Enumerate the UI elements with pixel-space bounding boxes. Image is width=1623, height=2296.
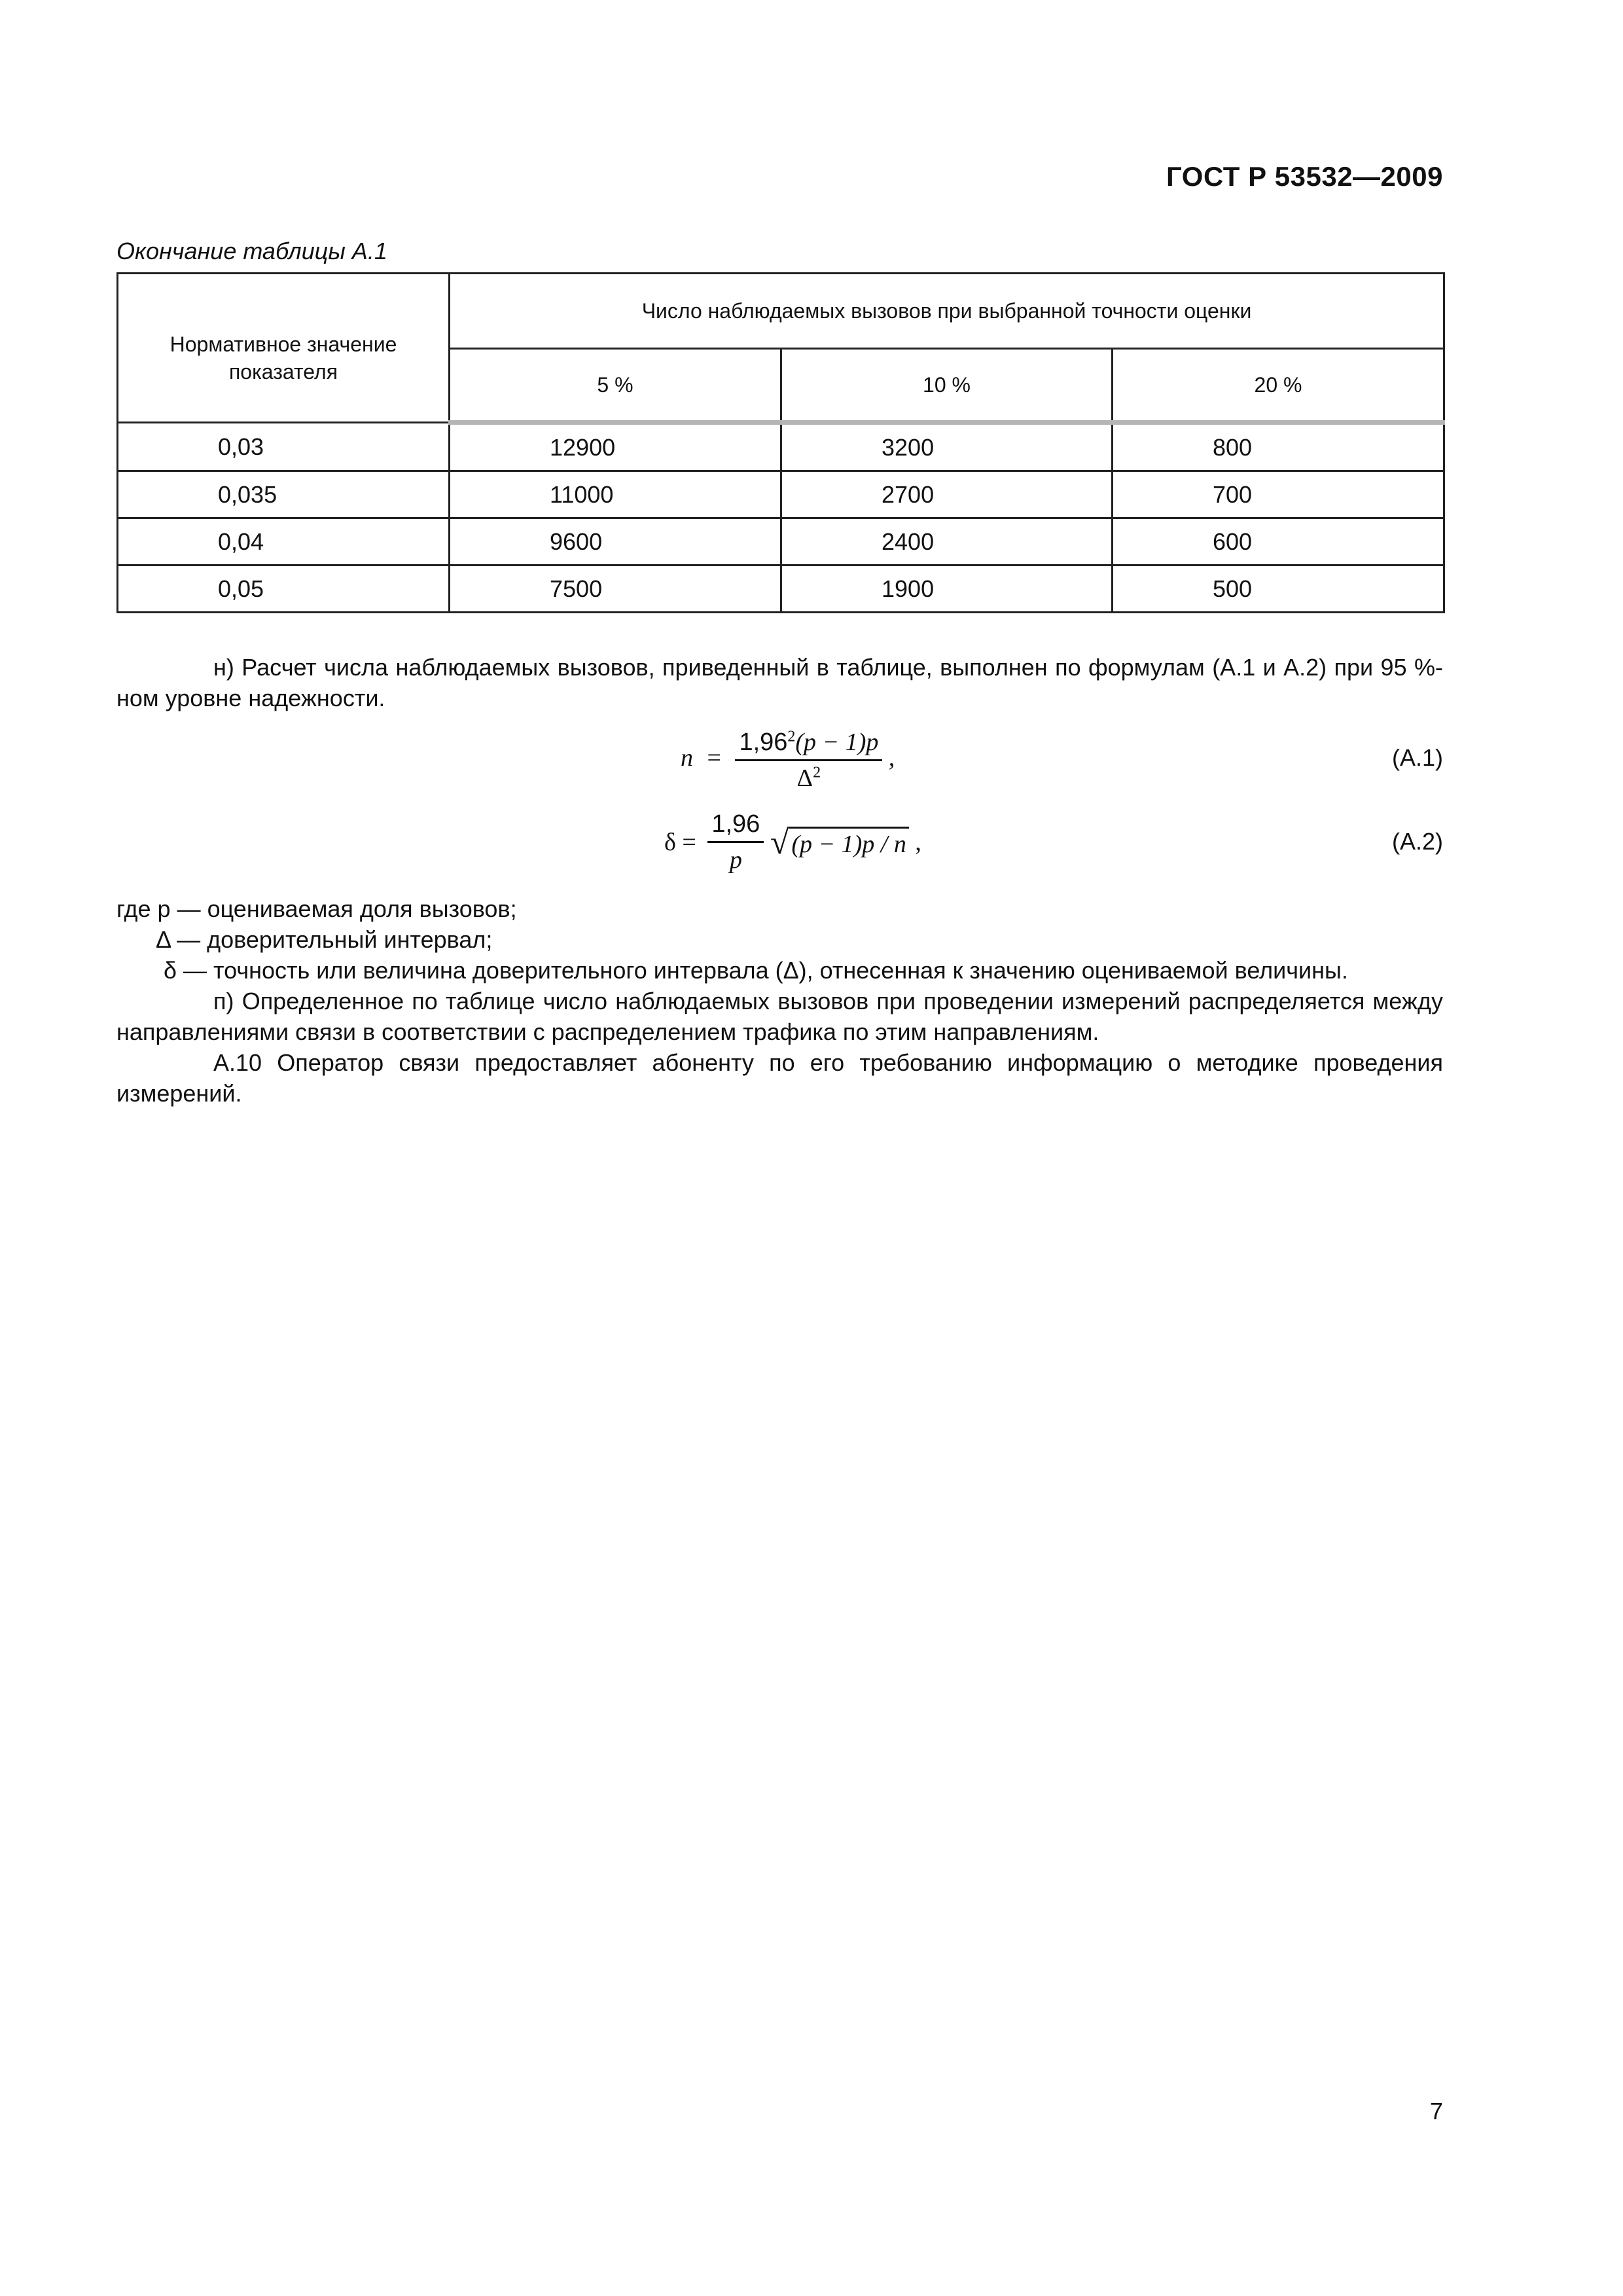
formula-a1-fraction xyxy=(735,728,882,793)
table-cell: 700 xyxy=(1113,471,1444,518)
table-cell: 1900 xyxy=(781,565,1113,613)
formula-a1-tail: , xyxy=(888,744,895,772)
formula-a1-number: (А.1) xyxy=(1391,744,1443,771)
table-cell: 0,035 xyxy=(118,471,450,518)
table-row xyxy=(118,518,1444,565)
table-header-row xyxy=(118,274,1444,349)
legend-small-delta: δ — точность или величина доверительного интервала (Δ), отнесенная к значению оцениваемой величины. xyxy=(164,957,1348,984)
formula-a1-den: Δ xyxy=(796,764,813,792)
formula-a1-exp: 2 xyxy=(787,728,796,745)
table-cell: 11000 xyxy=(450,471,781,518)
column-header-5pct: 5 % xyxy=(450,349,781,423)
column-header-20pct: 20 % xyxy=(1113,349,1444,423)
formula-a1 xyxy=(681,728,895,793)
table-cell: 0,03 xyxy=(118,423,450,471)
table-caption: Окончание таблицы А.1 xyxy=(116,238,387,264)
formula-a2 xyxy=(664,810,921,874)
data-table xyxy=(116,272,1445,613)
table-cell: 9600 xyxy=(450,518,781,565)
table-cell: 2400 xyxy=(781,518,1113,565)
table-cell: 500 xyxy=(1113,565,1444,613)
table-cell: 12900 xyxy=(450,423,781,471)
formula-a1-lhs: n xyxy=(681,744,693,772)
formula-a1-coef: 1,96 xyxy=(739,728,788,756)
formula-a2-tail: , xyxy=(915,829,921,856)
formula-a2-den: p xyxy=(729,846,742,874)
table-cell: 2700 xyxy=(781,471,1113,518)
table-cell: 0,04 xyxy=(118,518,450,565)
table-cell: 3200 xyxy=(781,423,1113,471)
formula-a1-rest: (p − 1)p xyxy=(795,728,879,756)
paragraph-n: н) Расчет числа наблюдаемых вызовов, приведенный в таблице, выполнен по формулам (А.1 и А.2) при 95 %-ном уровне надежности. xyxy=(116,654,1443,711)
table-cell: 0,05 xyxy=(118,565,450,613)
formula-a2-sqrt: √ (p − 1)p / n xyxy=(770,823,909,862)
column-group-header: Число наблюдаемых вызовов при выбранной точности оценки xyxy=(450,274,1444,349)
legend-p: где p — оцениваемая доля вызовов; xyxy=(116,895,517,922)
table-cell: 600 xyxy=(1113,518,1444,565)
page-number: 7 xyxy=(1429,2098,1443,2125)
legend-delta: Δ — доверительный интервал; xyxy=(156,926,493,953)
paragraph-a10: А.10 Оператор связи предоставляет абоненту по его требованию информацию о методике проведения измерений. xyxy=(116,1049,1443,1107)
table-row xyxy=(118,565,1444,613)
formula-a2-fraction xyxy=(707,810,764,874)
paragraph-p: п) Определенное по таблице число наблюдаемых вызовов при проведении измерений распределяется между направлениями связи в соответствии с распределением трафика по этим направлениям. xyxy=(116,988,1443,1045)
formula-a2-number: (А.2) xyxy=(1391,828,1443,855)
document-id: ГОСТ Р 53532—2009 xyxy=(1166,161,1443,192)
table-row xyxy=(118,471,1444,518)
formula-a1-eq: = xyxy=(707,744,721,772)
table-cell: 800 xyxy=(1113,423,1444,471)
table-row xyxy=(118,423,1444,471)
table-cell: 7500 xyxy=(450,565,781,613)
column-header-10pct: 10 % xyxy=(781,349,1113,423)
formula-a2-radicand: (p − 1)p / n xyxy=(789,827,909,859)
column-header-indicator: Нормативное значение показателя xyxy=(118,274,450,423)
formula-a1-den-exp: 2 xyxy=(813,764,821,781)
formula-a2-lhs: δ = xyxy=(664,829,696,856)
formula-a2-num: 1,96 xyxy=(707,810,764,843)
